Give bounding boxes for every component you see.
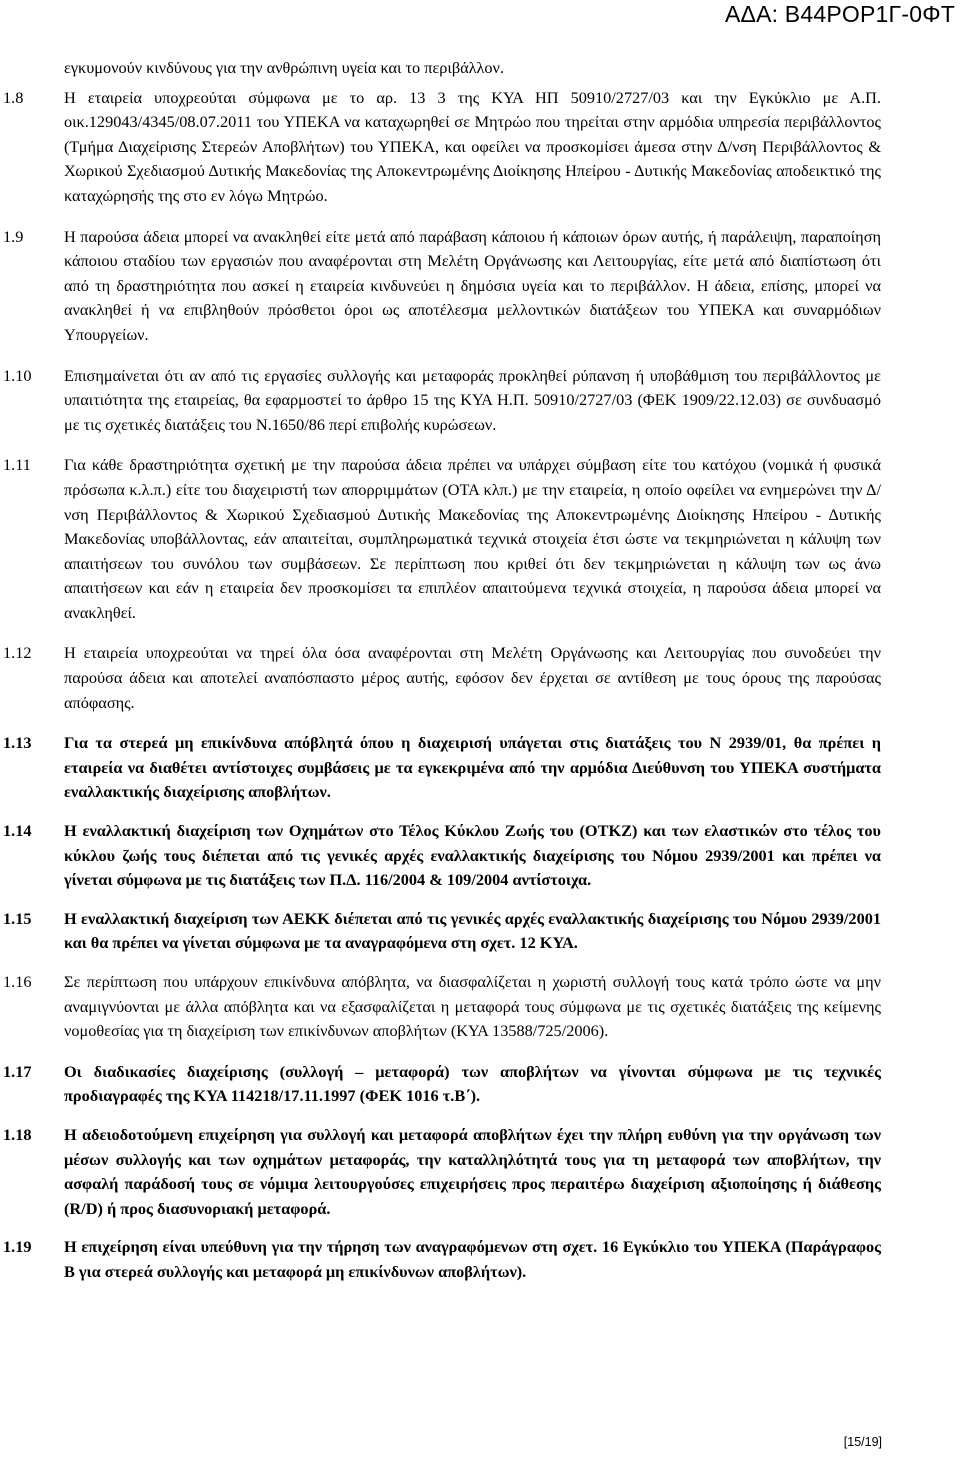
item-number: 1.15 bbox=[3, 908, 32, 928]
item-text: Η εταιρεία υποχρεούται να τηρεί όλα όσα αναφέρονται στη Μελέτη Οργάνωσης και Λειτουργίας που συνοδεύει την παρούσα άδεια και αποτελεί αναπόσπαστο μέρος αυτής, εφόσον δεν έρχεται σε αντίθεση με τους όρους της παρούσας απόφασης. bbox=[64, 643, 881, 712]
numbered-item bbox=[0, 819, 960, 893]
item-text: Για κάθε δραστηριότητα σχετική με την παρούσα άδεια πρέπει να υπάρχει σύμβαση είτε του κατόχου (νομικά ή φυσικά πρόσωπα κ.λ.π.) είτε του διαχειριστή των απορριμμάτων (ΟΤΑ κλπ.) με την εταιρεία, η οποίο οφείλει να ενημερώνει την Δ/νση Περιβάλλοντος & Χωρικού Σχεδιασμού Δυτικής Μακεδονίας της Αποκεντρωμένης Διοίκησης Ηπείρου - Δυτικής Μακεδονίας υποβάλλοντας, εάν απαιτείται, συμπληρωματικά τεχνικά στοιχεία έτσι ώστε να τεκμηριώνεται η κάλυψη των απαιτήσεων του συνόλου των συμβάσεων. Σε περίπτωση που κριθεί ότι δεν τεκμηριώνεται η κάλυψη των ως άνω απαιτήσεων και εάν η εταιρεία δεν προσκομίσει τα επιπλέον απαιτούμενα τεχνικά στοιχεία, η παρούσα άδεια μπορεί να ανακληθεί. bbox=[64, 455, 881, 622]
numbered-item bbox=[0, 907, 960, 956]
item-number: 1.8 bbox=[3, 87, 24, 107]
numbered-item bbox=[0, 1060, 960, 1109]
item-text: Η επιχείρηση είναι υπεύθυνη για την τήρηση των αναγραφόμενων στη σχετ. 16 Εγκύκλιο του ΥΠΕΚΑ (Παράγραφος Β για στερεά συλλογής και μεταφορά μη επικίνδυνων αποβλήτων). bbox=[64, 1237, 881, 1281]
item-text: Οι διαδικασίες διαχείρισης (συλλογή – μεταφορά) των αποβλήτων να γίνονται σύμφωνα με τις τεχνικές προδιαγραφές της ΚΥΑ 114218/17.11.1997 (ΦΕΚ 1016 τ.Β΄). bbox=[64, 1061, 881, 1106]
ada-code: ΑΔΑ: Β44ΡΟΡ1Γ-0ΦΤ bbox=[724, 1, 955, 27]
item-text: Η εταιρεία υποχρεούται σύμφωνα με το αρ. 13 3 της ΚΥΑ ΗΠ 50910/2727/03 και την Εγκύκλιο με Α.Π. οικ.129043/4345/08.07.2011 του ΥΠΕΚΑ να καταχωρηθεί σε Μητρώο που τηρείται στην αρμόδια υπηρεσία περιβάλλοντος (Τμήμα Διαχείρισης Στερεών Αποβλήτων) του ΥΠΕΚΑ, και οφείλει να προσκομίσει άμεσα στην Δ/νση Περιβάλλοντος & Χωρικού Σχεδιασμού Δυτικής Μακεδονίας της Αποκεντρωμένης Διοίκησης Ηπείρου - Δυτικής Μακεδονίας αποδεικτικό της καταχώρησής της στο εν λόγω Μητρώο. bbox=[64, 87, 881, 205]
numbered-item bbox=[0, 225, 960, 348]
numbered-item bbox=[0, 641, 960, 715]
item-number: 1.12 bbox=[3, 643, 32, 663]
numbered-item bbox=[0, 1123, 960, 1221]
numbered-item bbox=[0, 970, 960, 1044]
numbered-item bbox=[0, 453, 960, 625]
item-number: 1.10 bbox=[3, 365, 32, 385]
item-text: Η παρούσα άδεια μπορεί να ανακληθεί είτε μετά από παράβαση κάποιου ή κάποιων όρων αυτής, ή παράλειψη, παραποίηση κάποιου σταδίου των εργασιών που αναφέρονται στη Μελέτη Οργάνωσης και Λειτουργίας, είτε μετά από διαπίστωση ότι από τη δραστηριότητα που ασκεί η εταιρεία κινδυνεύει η δημόσια υγεία και το περιβάλλον. Η άδεια, επίσης, μπορεί να ανακληθεί ή να επιβληθούν πρόσθετοι όροι ως αποτέλεσμα μελλοντικών διατάξεων του ΥΠΕΚΑ και συναρμόδιων Υπουργείων. bbox=[64, 226, 881, 344]
numbered-item bbox=[0, 364, 960, 438]
item-number: 1.18 bbox=[3, 1124, 32, 1144]
continuation-text: εγκυμονούν κινδύνους για την ανθρώπινη υγεία και το περιβάλλον. bbox=[64, 58, 504, 77]
items-list bbox=[0, 86, 960, 1285]
item-number: 1.11 bbox=[3, 455, 31, 475]
item-text: Η εναλλακτική διαχείριση των Οχημάτων στο Τέλος Κύκλου Ζωής του (ΟΤΚΖ) και των ελαστικών στο τέλος του κύκλου ζωής τους διέπεται από τις γενικές αρχές εναλλακτικής διαχείρισης του Νόμου 2939/2001 και πρέπει να γίνεται σύμφωνα με τις διατάξεις των Π.Δ. 116/2004 & 109/2004 αντίστοιχα. bbox=[64, 821, 881, 890]
item-number: 1.14 bbox=[3, 821, 32, 841]
numbered-item bbox=[0, 1235, 960, 1284]
item-text: Επισημαίνεται ότι αν από τις εργασίες συλλογής και μεταφοράς προκληθεί ρύπανση ή υποβάθμιση του περιβάλλοντος με υπαιτιότητα της εταιρείας, θα εφαρμοστεί το άρθρο 15 της ΚΥΑ Η.Π. 50910/2727/03 (ΦΕΚ 1909/22.12.03) σε συνδυασμό με τις σχετικές διατάξεις του Ν.1650/86 περί επιβολής κυρώσεων. bbox=[64, 365, 881, 434]
numbered-item bbox=[0, 731, 960, 805]
item-number: 1.17 bbox=[3, 1061, 32, 1081]
item-number: 1.13 bbox=[3, 733, 32, 753]
item-number: 1.9 bbox=[3, 226, 24, 246]
item-text: Σε περίπτωση που υπάρχουν επικίνδυνα απόβλητα, να διασφαλίζεται η χωριστή συλλογή τους κατά τρόπο ώστε να μην αναμιγνύονται με άλλα απόβλητα και να εξασφαλίζεται η μεταφορά τους σύμφωνα με τις σχετικές διατάξεις της κείμενης νομοθεσίας για τη διαχείριση των επικίνδυνων αποβλήτων (ΚΥΑ 13588/725/2006). bbox=[64, 972, 881, 1041]
item-number: 1.19 bbox=[3, 1237, 32, 1257]
document-body bbox=[0, 56, 960, 1299]
item-text: Για τα στερεά μη επικίνδυνα απόβλητά όπου η διαχειρισή υπάγεται στις διατάξεις του Ν 2939/01, θα πρέπει η εταιρεία να διαθέτει αντίστοιχες συμβάσεις με τα εγκεκριμένα από την αρμόδια Διεύθυνση του ΥΠΕΚΑ συστήματα εναλλακτικής διαχείρισης αποβλήτων. bbox=[64, 733, 881, 802]
numbered-item bbox=[0, 86, 960, 209]
item-text: Η αδειοδοτούμενη επιχείρηση για συλλογή και μεταφορά αποβλήτων έχει την πλήρη ευθύνη για την οργάνωση των μέσων συλλογής και των οχημάτων μεταφοράς, την καταλληλότητά τους για τη μεταφορά των αποβλήτων, την ασφαλή παράδοσή τους σε νόμιμα λειτουργούσες επιχειρήσεις προς περαιτέρω διαχείριση αξιοποίησης ή διάθεσης (R/D) ή προς διασυνοριακή μεταφορά. bbox=[64, 1124, 881, 1218]
item-text: Η εναλλακτική διαχείριση των ΑΕΚΚ διέπεται από τις γενικές αρχές εναλλακτικής διαχείρισης του Νόμου 2939/2001 και θα πρέπει να γίνεται σύμφωνα με τα αναγραφόμενα στη σχετ. 12 ΚΥΑ. bbox=[64, 908, 881, 953]
item-number: 1.16 bbox=[3, 972, 32, 991]
page-number: [15/19] bbox=[843, 1435, 882, 1449]
